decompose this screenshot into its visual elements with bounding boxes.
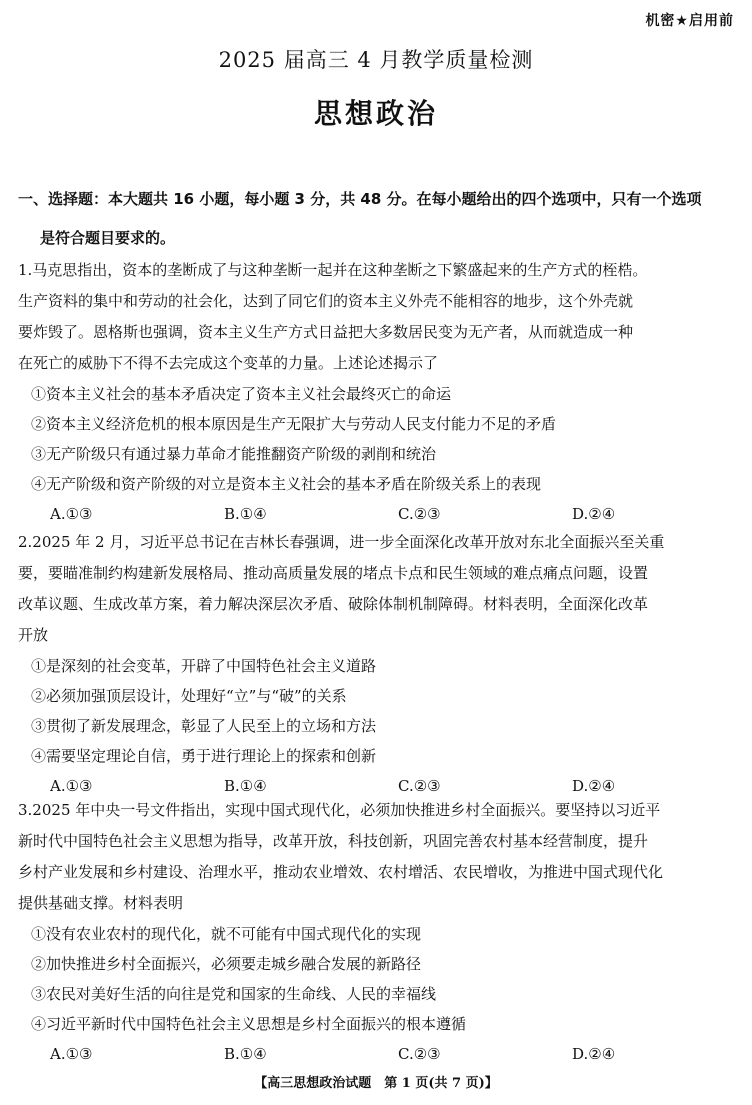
answer-choices: [18, 1039, 736, 1069]
question-option: ①没有农业农村的现代化，就不可能有中国式现代化的实现: [31, 925, 422, 943]
choice-c: C.②③: [398, 1045, 441, 1063]
question-3: [18, 795, 736, 1069]
section-instructions-line-1: 一、选择题：本大题共 16 小题，每小题 3 分，共 48 分。在每小题给出的四个选项中，只有一个选项: [18, 190, 702, 208]
page-footer: 【高三思想政治试题 第 1 页(共 7 页)】: [254, 1076, 498, 1091]
choice-d: D.②④: [572, 1045, 616, 1063]
question-option: ④习近平新时代中国特色社会主义思想是乡村全面振兴的根本遵循: [31, 1015, 467, 1033]
section-instructions: [18, 180, 736, 258]
question-option: ④需要坚定理论自信，勇于进行理论上的探索和创新: [31, 747, 377, 765]
question-option: ③无产阶级只有通过暴力革命才能推翻资产阶级的剥削和统治: [31, 445, 437, 463]
question-stem-line: 要，要瞄准制约构建新发展格局、推动高质量发展的堵点卡点和民生领域的难点痛点问题，设置: [18, 564, 649, 582]
choice-b: B.①④: [224, 777, 267, 795]
question-stem-line: 在死亡的威胁下不得不去完成这个变革的力量。上述论述揭示了: [18, 354, 439, 372]
question-stem-line: 要炸毁了。恩格斯也强调，资本主义生产方式日益把大多数居民变为无产者，从而就造成一种: [18, 323, 634, 341]
question-option: ③贯彻了新发展理念，彰显了人民至上的立场和方法: [31, 717, 377, 735]
question-stem-line: 乡村产业发展和乡村建设、治理水平，推动农业增效、农村增活、农民增收，为推进中国式现代化: [18, 863, 664, 881]
exam-title: 2025 届高三 4 月教学质量检测: [218, 48, 534, 72]
question-option: ④无产阶级和资产阶级的对立是资本主义社会的基本矛盾在阶级关系上的表现: [31, 475, 542, 493]
question-option: ①是深刻的社会变革，开辟了中国特色社会主义道路: [31, 657, 377, 675]
question-option: ③农民对美好生活的向往是党和国家的生命线、人民的幸福线: [31, 985, 437, 1003]
question-1: [18, 255, 736, 529]
choice-d: D.②④: [572, 777, 616, 795]
question-stem-line: 2.2025 年 2 月，习近平总书记在吉林长春强调，进一步全面深化改革开放对东北全面振兴至关重: [18, 533, 665, 551]
question-stem-line: 生产资料的集中和劳动的社会化，达到了同它们的资本主义外壳不能相容的地步，这个外壳就: [18, 292, 634, 310]
question-2: [18, 527, 736, 801]
choice-d: D.②④: [572, 505, 616, 523]
choice-a: A.①③: [50, 777, 93, 795]
choice-c: C.②③: [398, 777, 441, 795]
choice-a: A.①③: [50, 505, 93, 523]
question-stem-line: 提供基础支撑。材料表明: [18, 894, 184, 912]
question-stem-line: 改革议题、生成改革方案，着力解决深层次矛盾、破除体制机制障碍。材料表明，全面深化改革: [18, 595, 649, 613]
section-instructions-line-2: 是符合题目要求的。: [40, 229, 176, 247]
question-option: ②资本主义经济危机的根本原因是生产无限扩大与劳动人民支付能力不足的矛盾: [31, 415, 557, 433]
question-stem-line: 新时代中国特色社会主义思想为指导，改革开放，科技创新，巩固完善农村基本经营制度，提升: [18, 832, 649, 850]
question-stem-line: 3.2025 年中央一号文件指出，实现中国式现代化，必须加快推进乡村全面振兴。要坚持以习近平: [18, 801, 661, 819]
question-stem-line: 开放: [18, 626, 49, 644]
choice-b: B.①④: [224, 1045, 267, 1063]
answer-choices: [18, 499, 736, 529]
choice-a: A.①③: [50, 1045, 93, 1063]
question-stem-line: 1.马克思指出，资本的垄断成了与这种垄断一起并在这种垄断之下繁盛起来的生产方式的桎梏。: [18, 261, 648, 279]
confidential-label: 机密★启用前: [645, 13, 734, 29]
choice-c: C.②③: [398, 505, 441, 523]
question-option: ①资本主义社会的基本矛盾决定了资本主义社会最终灭亡的命运: [31, 385, 452, 403]
choice-b: B.①④: [224, 505, 267, 523]
question-option: ②必须加强顶层设计，处理好“立”与“破”的关系: [31, 687, 347, 705]
question-option: ②加快推进乡村全面振兴，必须要走城乡融合发展的新路径: [31, 955, 422, 973]
subject-title: 思想政治: [313, 97, 438, 130]
